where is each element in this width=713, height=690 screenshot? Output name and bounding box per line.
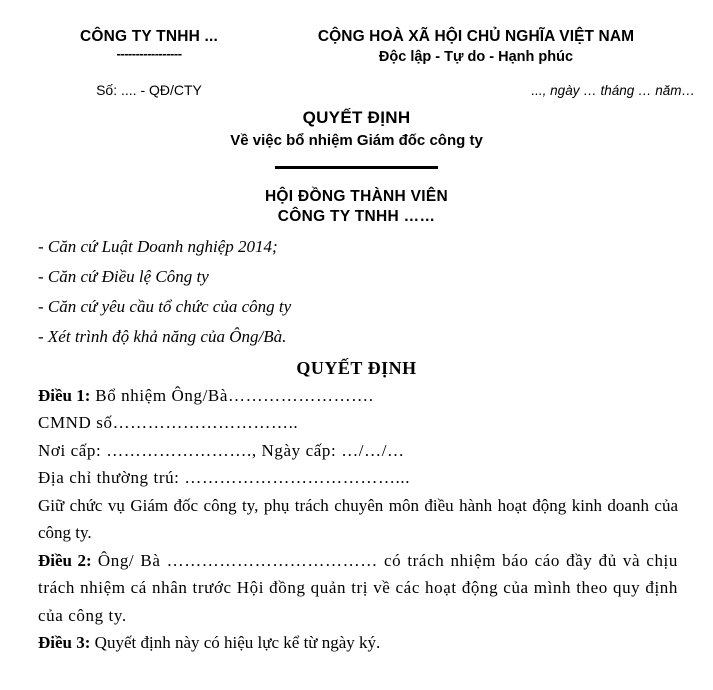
document-title: QUYẾT ĐỊNH (302, 108, 411, 127)
article-3-label: Điều 3: (38, 633, 91, 653)
article-1-detail-issue-place: Nơi cấp: ……………………., Ngày cấp: …/…/… (38, 440, 405, 460)
national-title: CỘNG HOÀ XÃ HỘI CHỦ NGHĨA VIỆT NAM (317, 28, 635, 45)
preamble-item: - Xét trình độ khả năng của Ông/Bà. (38, 326, 287, 346)
preamble-item: - Căn cứ yêu cầu tổ chức của công ty (38, 296, 292, 316)
article-2-label: Điều 2: (38, 550, 92, 570)
article-1 (38, 382, 678, 410)
preamble-block (0, 238, 713, 345)
article-3 (38, 629, 678, 657)
article-2 (38, 547, 678, 630)
issuing-council-line-2: CÔNG TY TNHH …… (277, 207, 436, 225)
title-divider-wrap (0, 166, 713, 169)
document-header (0, 0, 713, 108)
article-3-text: Quyết định này có hiệu lực kể từ ngày ký. (90, 633, 381, 653)
national-motto: Độc lập - Tự do - Hạnh phúc (378, 49, 574, 65)
organization-underline: ----------------- (116, 46, 182, 61)
organization-name: CÔNG TY TNHH ... (79, 28, 219, 45)
title-block (0, 108, 713, 149)
issuing-organization-block (34, 28, 264, 61)
article-2-text: Ông/ Bà ……………………………… có trách nhiệm báo cáo đầy đủ và chịu trách nhiệm cá nhân trước Hội đồng quản trị về các hoạt động của mình theo quy định của công ty. (38, 550, 678, 625)
articles-block (0, 382, 713, 657)
issuing-council-line-1: HỘI ĐỒNG THÀNH VIÊN (264, 188, 449, 205)
preamble-item: - Căn cứ Điều lệ Công ty (38, 266, 209, 286)
title-divider-rule (275, 166, 438, 169)
article-1-detail-position: Giữ chức vụ Giám đốc công ty, phụ trách chuyên môn điều hành hoạt động kinh doanh của công ty. (38, 495, 678, 543)
national-heading-block (266, 28, 686, 65)
article-1-detail-id-number: CMND số………………………….. (38, 413, 299, 433)
document-subtitle: Về việc bổ nhiệm Giám đốc công ty (230, 132, 483, 149)
article-1-text: Bổ nhiệm Ông/Bà……………………. (90, 385, 374, 405)
decision-heading: QUYẾT ĐỊNH (296, 357, 417, 378)
date-line: ..., ngày … tháng … năm… (531, 83, 695, 98)
document-number: Số: .... - QĐ/CTY (96, 82, 202, 98)
article-1-detail-address: Địa chỉ thường trú: ………………………………... (38, 468, 411, 488)
issuing-council-block (0, 187, 713, 227)
article-1-label: Điều 1: (38, 385, 91, 405)
preamble-item: - Căn cứ Luật Doanh nghiệp 2014; (38, 236, 278, 256)
